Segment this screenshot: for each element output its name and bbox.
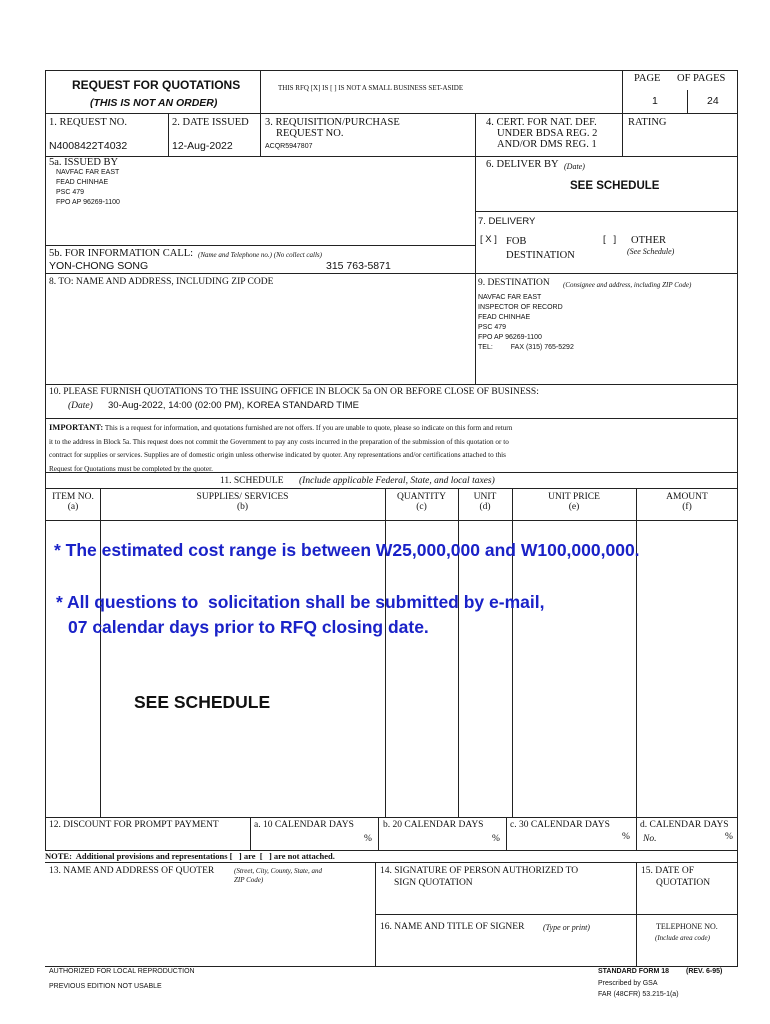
schedule-title: 11. SCHEDULE <box>220 476 284 486</box>
destination-line: NAVFAC FAR EAST <box>478 294 542 301</box>
footer-previous-edition: PREVIOUS EDITION NOT USABLE <box>49 983 162 990</box>
page-count: 24 <box>707 95 719 107</box>
see-schedule-text: SEE SCHEDULE <box>134 692 271 712</box>
col-item-no: ITEM NO. (a) <box>52 492 94 512</box>
contact-name[interactable]: YON-CHONG SONG <box>49 260 149 272</box>
block12-label: 12. DISCOUNT FOR PROMPT PAYMENT <box>49 820 219 830</box>
divider-sb <box>260 70 261 113</box>
b12-div-c <box>506 817 507 850</box>
divider-b5b <box>45 245 475 246</box>
note-row: NOTE: Additional provisions and representations [ ] are [ ] are not attached. <box>45 851 335 861</box>
b12-div-b <box>378 817 379 850</box>
discount-10-label: a. 10 CALENDAR DAYS <box>254 820 354 830</box>
other-label: OTHER <box>631 235 666 246</box>
block6-hint: (Date) <box>564 162 585 171</box>
block4-line2: UNDER BDSA REG. 2 <box>497 128 598 139</box>
fob-checkbox[interactable]: [ X ] <box>480 234 497 245</box>
issued-by-line: FEAD CHINHAE <box>56 179 109 186</box>
discount-days-label: d. CALENDAR DAYS <box>640 820 729 830</box>
discount-10-percent[interactable]: % <box>364 834 372 844</box>
other-checkbox[interactable]: [ ] <box>603 234 617 245</box>
form-subtitle: (THIS IS NOT AN ORDER) <box>90 97 218 109</box>
divider-header <box>45 113 738 114</box>
destination-line: FPO AP 96269-1100 <box>478 334 542 341</box>
block14-line1: 14. SIGNATURE OF PERSON AUTHORIZED TO <box>380 866 579 876</box>
block13-hint-1: (Street, City, County, State, and <box>234 867 323 875</box>
destination-line: INSPECTOR OF RECORD <box>478 304 563 311</box>
telephone-hint: (Include area code) <box>655 934 710 942</box>
block13-hint-2: ZIP Code) <box>234 876 264 884</box>
divider-b8 <box>45 273 738 274</box>
page-label: PAGE <box>634 73 661 84</box>
block15-line2: QUOTATION <box>656 878 711 888</box>
block10-date-hint: (Date) <box>68 401 93 411</box>
important-line-2: it to the address in Block 5a. This request does not commit the Government to pay any costs incurred in the preparation of the submission of this quotation or to <box>49 437 509 446</box>
important-line-3: contract for supplies or services. Supplies are of domestic origin unless otherwise indicated by quoter. Any representations and/or certifications attached to this <box>49 451 506 459</box>
col-quantity: QUANTITY (c) <box>396 492 447 512</box>
discount-days-no[interactable]: No. <box>643 834 657 844</box>
note-text: Additional provisions and representations [ ] are [ ] are not attached. <box>75 851 335 861</box>
col-line-3 <box>458 488 459 817</box>
divider-b16 <box>375 914 738 915</box>
block4-line1: 4. CERT. FOR NAT. DEF. <box>486 117 597 128</box>
page-number: 1 <box>652 95 658 107</box>
footer-prescribed: Prescribed by GSA <box>598 980 658 987</box>
left-border <box>45 70 46 850</box>
block14-line2: SIGN QUOTATION <box>394 878 473 888</box>
destination-tel-row: TEL: FAX (315) 765-5292 <box>478 344 574 351</box>
divider-b1 <box>168 113 169 156</box>
block5a-label: 5a. ISSUED BY <box>49 157 119 168</box>
block13-label: 13. NAME AND ADDRESS OF QUOTER <box>49 866 215 876</box>
block8-label: 8. TO: NAME AND ADDRESS, INCLUDING ZIP CODE <box>49 277 274 287</box>
discount-20-percent[interactable]: % <box>492 834 500 844</box>
block15-line1: 15. DATE OF <box>641 866 695 876</box>
block16-hint: (Type or print) <box>543 923 590 932</box>
divider-r2-right <box>475 156 738 157</box>
sb-isnot-checkbox[interactable]: [ ] <box>330 84 337 92</box>
col-line-1 <box>100 488 101 817</box>
footer-form-number: STANDARD FORM 18 <box>598 968 670 975</box>
block9-hint: (Consignee and address, including ZIP Code) <box>563 281 692 289</box>
col-line-4 <box>512 488 513 817</box>
deliver-by-value: SEE SCHEDULE <box>570 180 660 192</box>
block5b-hint: (Name and Telephone no.) (No collect calls) <box>198 251 322 259</box>
footer-far: FAR (48CFR) 53.215-1(a) <box>598 991 679 998</box>
col-amount: AMOUNT (f) <box>666 492 708 512</box>
schedule-title-hint: (Include applicable Federal, State, and local taxes) <box>299 476 495 486</box>
requisition-number[interactable]: ACQR5947807 <box>265 143 313 150</box>
col-line-5 <box>636 488 637 817</box>
fob-label: FOB <box>506 236 527 247</box>
destination-address <box>478 293 574 353</box>
destination-line: PSC 479 <box>478 324 507 331</box>
block6-label: 6. DELIVER BY <box>486 159 559 170</box>
closing-date[interactable]: 30-Aug-2022, 14:00 (02:00 PM), KOREA STANDARD TIME <box>108 400 359 411</box>
important-notice <box>49 421 739 476</box>
divider-page <box>622 70 623 156</box>
divider-b10 <box>45 384 738 385</box>
rating-label: RATING <box>628 117 667 128</box>
bottom-border <box>45 966 738 967</box>
questions-note-line1: * All questions to solicitation shall be submitted by e-mail, <box>56 592 545 612</box>
discount-20-label: b. 20 CALENDAR DAYS <box>383 820 484 830</box>
discount-30-percent[interactable]: % <box>622 832 630 842</box>
b12-div-a <box>250 817 251 850</box>
divider-center <box>475 113 476 384</box>
divider-b6 <box>475 211 738 212</box>
issued-by-line: FPO AP 96269-1100 <box>56 199 120 206</box>
other-hint: (See Schedule) <box>627 247 675 256</box>
right-border <box>737 70 738 966</box>
sb-is-checkbox[interactable]: [X] <box>310 84 321 92</box>
divider-col-body <box>45 520 738 521</box>
discount-days-percent[interactable]: % <box>725 832 733 842</box>
block3-label-2: REQUEST NO. <box>276 128 344 139</box>
block9-label: 9. DESTINATION <box>478 278 550 288</box>
issued-by-line: PSC 479 <box>56 189 85 196</box>
col-unit: UNIT (d) <box>473 492 497 512</box>
of-pages-label: OF PAGES <box>677 73 726 84</box>
date-issued[interactable]: 12-Aug-2022 <box>172 140 233 152</box>
divider-ofpages <box>687 90 688 113</box>
block10-text: 10. PLEASE FURNISH QUOTATIONS TO THE ISSUING OFFICE IN BLOCK 5a ON OR BEFORE CLOSE OF BUSINESS: <box>49 387 539 397</box>
cost-range-note: * The estimated cost range is between W25,000,000 and W100,000,000. <box>54 540 640 560</box>
top-border <box>45 70 738 71</box>
block4-line3: AND/OR DMS REG. 1 <box>497 139 597 150</box>
questions-note-line2: 07 calendar days prior to RFQ closing date. <box>68 617 429 637</box>
block1-label: 1. REQUEST NO. <box>49 117 127 128</box>
form-title: REQUEST FOR QUOTATIONS <box>72 78 241 92</box>
issued-by-line: NAVFAC FAR EAST <box>56 169 120 176</box>
contact-phone[interactable]: 315 763-5871 <box>326 260 391 272</box>
footer-local-reproduction: AUTHORIZED FOR LOCAL REPRODUCTION <box>49 968 195 975</box>
important-line-4: Request for Quotations must be completed by the quoter. <box>49 464 213 473</box>
divider-col-head <box>45 488 738 489</box>
telephone-label: TELEPHONE NO. <box>656 922 718 931</box>
important-line-1: IMPORTANT: This is a request for information, and quotations furnished are not offers. If you are unable to quote, please so indicate on this form and return <box>49 422 513 432</box>
issued-by-address <box>56 168 120 208</box>
block5b-label: 5b. FOR INFORMATION CALL: <box>49 248 194 259</box>
col-supplies: SUPPLIES/ SERVICES (b) <box>196 492 289 512</box>
request-number[interactable]: N4008422T4032 <box>49 140 128 152</box>
block16-label: 16. NAME AND TITLE OF SIGNER <box>380 922 525 932</box>
destination-line: FEAD CHINHAE <box>478 314 531 321</box>
divider-b2 <box>260 113 261 156</box>
footer-revision: (REV. 6-95) <box>686 968 723 975</box>
divider-b13 <box>45 862 738 863</box>
divider-b12 <box>45 817 738 818</box>
destination-label: DESTINATION <box>506 250 575 261</box>
small-business-row: THIS RFQ [X] IS [ ] IS NOT A SMALL BUSINESS SET-ASIDE <box>278 84 464 92</box>
discount-30-label: c. 30 CALENDAR DAYS <box>510 820 610 830</box>
b12-div-d <box>636 817 637 850</box>
divider-important <box>45 418 738 419</box>
block7-label: 7. DELIVERY <box>478 216 536 227</box>
block3-label-1: 3. REQUISITION/PURCHASE <box>265 117 400 128</box>
col-unit-price: UNIT PRICE (e) <box>548 492 600 512</box>
col-line-2 <box>385 488 386 817</box>
block2-label: 2. DATE ISSUED <box>172 117 249 128</box>
